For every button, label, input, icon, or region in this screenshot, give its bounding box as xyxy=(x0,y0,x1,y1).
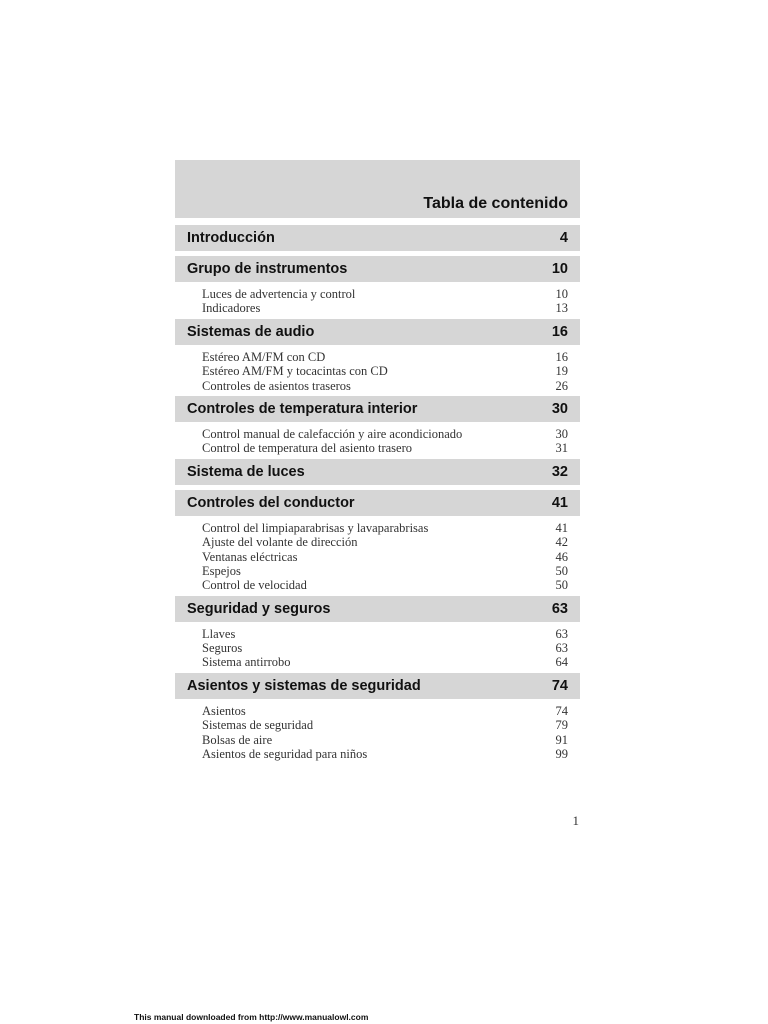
entry-page: 50 xyxy=(555,578,568,593)
section-header-sistemas-de-audio[interactable] xyxy=(175,319,580,345)
section-title: Grupo de instrumentos xyxy=(187,261,348,277)
toc-entry[interactable] xyxy=(175,364,580,378)
entry-title: Indicadores xyxy=(202,301,261,316)
entry-title: Ventanas eléctricas xyxy=(202,549,298,564)
section-items xyxy=(175,699,580,765)
entry-page: 99 xyxy=(555,747,568,762)
section-page: 32 xyxy=(551,463,568,480)
section-title: Seguridad y seguros xyxy=(187,600,331,617)
entry-title: Controles de asientos traseros xyxy=(202,378,351,393)
entry-page: 10 xyxy=(555,287,568,301)
section-header-controles-de-temperatura[interactable] xyxy=(175,396,580,422)
section-page: 30 xyxy=(551,400,568,417)
toc-entry[interactable] xyxy=(175,287,580,301)
toc-header xyxy=(175,160,580,218)
toc-entry[interactable] xyxy=(175,704,580,718)
entry-page: 30 xyxy=(555,426,568,441)
toc-entry[interactable] xyxy=(175,733,580,747)
toc-entry[interactable] xyxy=(175,747,580,761)
entry-title: Llaves xyxy=(202,626,236,641)
toc-entry[interactable] xyxy=(175,301,580,315)
section-page: 41 xyxy=(551,494,568,511)
toc-entry[interactable] xyxy=(175,655,580,669)
entry-title: Seguros xyxy=(202,641,243,656)
entry-title: Control del limpiaparabrisas y lavaparabrisas xyxy=(202,520,429,535)
section-page: 74 xyxy=(551,677,568,694)
footer-download-note: This manual downloaded from http://www.manualowl.com xyxy=(134,1012,369,1022)
toc-entry[interactable] xyxy=(175,550,580,564)
toc-entry[interactable] xyxy=(175,627,580,641)
entry-title: Control manual de calefacción y aire acondicionado xyxy=(202,426,463,441)
section-items xyxy=(175,622,580,673)
section-page: 10 xyxy=(551,261,568,277)
section-header-grupo-de-instrumentos[interactable] xyxy=(175,256,580,282)
entry-page: 26 xyxy=(555,378,568,393)
toc-entry[interactable] xyxy=(175,521,580,535)
section-header-introduccion[interactable] xyxy=(175,225,580,251)
entry-title: Sistema antirrobo xyxy=(202,655,291,670)
entry-page: 63 xyxy=(555,626,568,641)
toc-entry[interactable] xyxy=(175,427,580,441)
entry-page: 79 xyxy=(555,718,568,733)
entry-page: 91 xyxy=(555,732,568,747)
table-of-contents xyxy=(175,225,580,764)
section-items xyxy=(175,422,580,459)
entry-title: Bolsas de aire xyxy=(202,732,273,747)
section-title: Controles del conductor xyxy=(187,494,355,511)
section-header-sistema-de-luces[interactable] xyxy=(175,459,580,485)
section-items xyxy=(175,345,580,396)
section-title: Sistema de luces xyxy=(187,463,305,480)
section-header-controles-del-conductor[interactable] xyxy=(175,490,580,516)
entry-title: Estéreo AM/FM y tocacintas con CD xyxy=(202,364,388,379)
section-title: Sistemas de audio xyxy=(187,323,315,340)
toc-entry[interactable] xyxy=(175,350,580,364)
entry-title: Ajuste del volante de dirección xyxy=(202,535,358,550)
entry-page: 46 xyxy=(555,549,568,564)
entry-page: 63 xyxy=(555,641,568,656)
entry-title: Control de temperatura del asiento trasero xyxy=(202,441,412,456)
entry-page: 41 xyxy=(555,520,568,535)
entry-title: Estéreo AM/FM con CD xyxy=(202,349,326,364)
section-page: 4 xyxy=(559,230,568,246)
section-title: Asientos y sistemas de seguridad xyxy=(187,677,421,694)
section-page: 63 xyxy=(551,600,568,617)
entry-title: Asientos de seguridad para niños xyxy=(202,747,368,762)
toc-entry[interactable] xyxy=(175,578,580,592)
toc-entry[interactable] xyxy=(175,379,580,393)
section-page: 16 xyxy=(551,323,568,340)
entry-title: Control de velocidad xyxy=(202,578,307,593)
section-title: Controles de temperatura interior xyxy=(187,400,418,417)
entry-page: 16 xyxy=(555,349,568,364)
entry-page: 19 xyxy=(555,364,568,379)
entry-title: Espejos xyxy=(202,563,241,578)
entry-page: 64 xyxy=(555,655,568,670)
entry-page: 31 xyxy=(555,441,568,456)
section-header-seguridad-y-seguros[interactable] xyxy=(175,596,580,622)
toc-entry[interactable] xyxy=(175,441,580,455)
toc-entry[interactable] xyxy=(175,535,580,549)
entry-title: Sistemas de seguridad xyxy=(202,718,314,733)
entry-page: 42 xyxy=(555,535,568,550)
section-items xyxy=(175,516,580,596)
section-items xyxy=(175,282,580,319)
entry-title: Luces de advertencia y control xyxy=(202,287,356,301)
entry-title: Asientos xyxy=(202,703,246,718)
entry-page: 50 xyxy=(555,563,568,578)
entry-page: 13 xyxy=(555,301,568,316)
toc-entry[interactable] xyxy=(175,564,580,578)
section-title: Introducción xyxy=(187,230,275,246)
page-title: Tabla de contenido xyxy=(423,195,568,212)
toc-entry[interactable] xyxy=(175,718,580,732)
page-number: 1 xyxy=(572,813,579,828)
entry-page: 74 xyxy=(555,703,568,718)
toc-entry[interactable] xyxy=(175,641,580,655)
section-header-asientos-y-sistemas[interactable] xyxy=(175,673,580,699)
